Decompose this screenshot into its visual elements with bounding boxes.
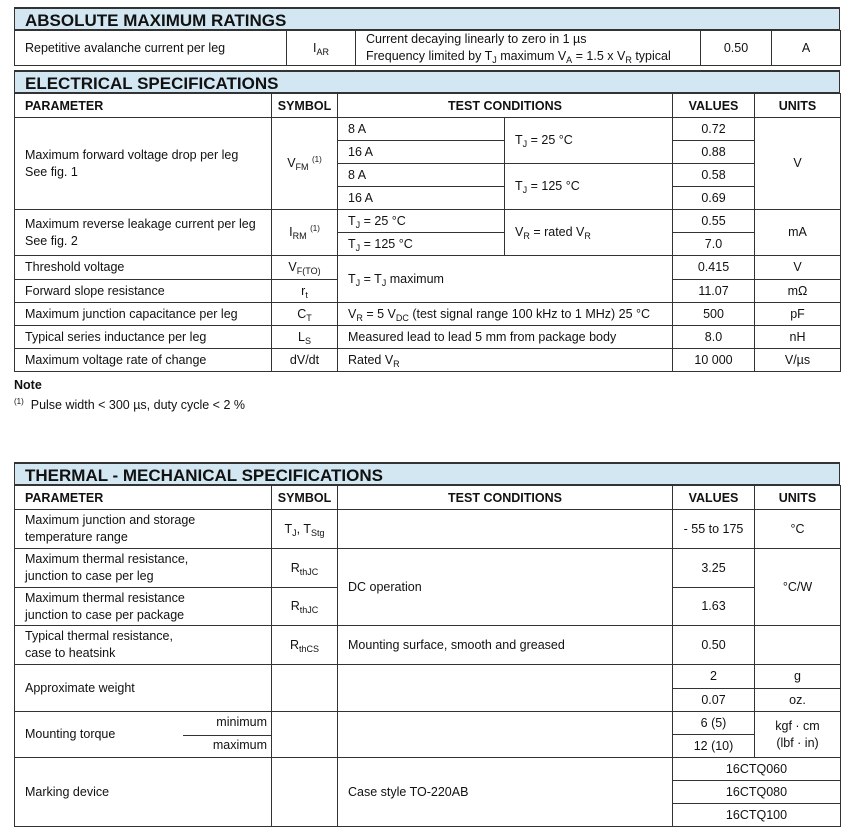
param-cell: Typical series inductance per leg [15,326,272,349]
unit-cell: g [755,665,841,689]
table-row [15,758,841,781]
symbol-cell [272,758,338,827]
condition-cell: 16 A [338,187,505,210]
electrical-specifications-section [14,70,840,372]
value-cell: 0.58 [673,164,755,187]
value-cell: 8.0 [673,326,755,349]
header-symbol: SYMBOL [272,486,338,510]
value-cell: 0.415 [673,256,755,280]
value-cell: 7.0 [673,233,755,256]
symbol-cell: $I_{AR}$ [287,31,356,66]
header-symbol: SYMBOL [272,94,338,118]
thermal-mechanical-section [14,462,840,827]
unit-cell: °C/W [755,549,841,626]
condition-cell: 8 A [338,118,505,141]
table-row [15,210,841,233]
symbol-cell: $r_t$ [272,280,338,303]
note-title: Note [14,378,42,392]
section-title: ABSOLUTE MAXIMUM RATINGS [14,7,840,30]
unit-cell: kgf · cm (lbf · in) [755,712,841,758]
condition-cell: $T_J = T_J$ maximum [338,256,673,303]
condition-cell: $V_R = 5$ $V_{DC}$ (test signal range 100 kHz to 1 MHz) 25 °C [338,303,673,326]
section-title: THERMAL - MECHANICAL SPECIFICATIONS [14,462,840,485]
value-cell: 0.50 [701,31,772,66]
value-cell: 16CTQ100 [673,804,841,827]
unit-cell: V/µs [755,349,841,372]
value-cell: 3.25 [673,549,755,588]
table-row [15,31,841,66]
value-cell: 0.69 [673,187,755,210]
value-cell: 2 [673,665,755,689]
header-parameter: PARAMETER [15,486,272,510]
table-row [15,712,841,735]
section-title: ELECTRICAL SPECIFICATIONS [14,70,840,93]
header-conditions: TEST CONDITIONS [338,486,673,510]
value-cell: 11.07 [673,280,755,303]
thermal-table [14,485,841,827]
param-cell: Repetitive avalanche current per leg [15,31,287,66]
value-cell: - 55 to 175 [673,510,755,549]
value-cell: 0.50 [673,626,755,665]
symbol-cell: $R_{thCS}$ [272,626,338,665]
table-row [15,349,841,372]
header-values: VALUES [673,486,755,510]
condition-cell: $T_J = 25$ °C [505,118,673,164]
condition-cell: Measured lead to lead 5 mm from package body [338,326,673,349]
condition-cell: DC operation [338,549,673,626]
unit-cell: mA [755,210,841,256]
symbol-cell [272,712,338,758]
value-cell: 0.07 [673,689,755,712]
condition-cell [338,510,673,549]
value-cell: 10 000 [673,349,755,372]
table-row [15,665,841,689]
value-cell: 500 [673,303,755,326]
symbol-cell [272,665,338,712]
param-cell: Typical thermal resistance, case to heatsink [15,626,272,665]
header-conditions: TEST CONDITIONS [338,94,673,118]
param-cell: Maximum forward voltage drop per leg See fig. 1 [15,118,272,210]
value-cell: 16CTQ060 [673,758,841,781]
param-cell: Forward slope resistance [15,280,272,303]
table-row [15,626,841,665]
header-values: VALUES [673,94,755,118]
param-cell: Maximum junction and storage temperature range [15,510,272,549]
condition-cell: Rated $V_R$ [338,349,673,372]
symbol-cell: dV/dt [272,349,338,372]
absolute-maximum-ratings-section [14,7,840,66]
value-cell: 0.72 [673,118,755,141]
condition-cell: $V_R$ = rated $V_R$ [505,210,673,256]
condition-cell: Case style TO-220AB [338,758,673,827]
condition-cell: $T_J = 25$ °C [338,210,505,233]
param-cell: Threshold voltage [15,256,272,280]
value-cell: 1.63 [673,588,755,626]
table-row [15,510,841,549]
param-cell: Marking device [15,758,272,827]
table-row [15,549,841,588]
unit-cell: V [755,118,841,210]
header-units: UNITS [755,486,841,510]
param-cell: Maximum junction capacitance per leg [15,303,272,326]
table-row [15,118,841,141]
param-cell: Maximum voltage rate of change [15,349,272,372]
value-cell: 0.88 [673,141,755,164]
symbol-cell: $T_J$, $T_{Stg}$ [272,510,338,549]
symbol-cell: $V_{F(TO)}$ [272,256,338,280]
value-cell: 6 (5) [673,712,755,735]
symbol-cell: $I_{RM}$ $^{(1)}$ [272,210,338,256]
param-cell: Maximum thermal resistance, junction to case per leg [15,549,272,588]
condition-cell: $T_J = 125$ °C [505,164,673,210]
condition-cell: 16 A [338,141,505,164]
unit-cell: °C [755,510,841,549]
unit-cell: nH [755,326,841,349]
condition-cell: Mounting surface, smooth and greased [338,626,673,665]
unit-cell: pF [755,303,841,326]
table-row [15,303,841,326]
symbol-cell: $V_{FM}$ $^{(1)}$ [272,118,338,210]
unit-cell: oz. [755,689,841,712]
condition-cell: $T_J = 125$ °C [338,233,505,256]
unit-cell: A [772,31,841,66]
value-cell: 0.55 [673,210,755,233]
footnote: $^{(1)}$ Pulse width < 300 µs, duty cycle < 2 % [14,396,245,412]
header-parameter: PARAMETER [15,94,272,118]
param-cell: Approximate weight [15,665,272,712]
condition-cell [338,665,673,712]
table-row [15,326,841,349]
condition-cell: 8 A [338,164,505,187]
symbol-cell: $C_T$ [272,303,338,326]
param-cell: Maximum reverse leakage current per leg See fig. 2 [15,210,272,256]
header-units: UNITS [755,94,841,118]
header-row [15,486,841,510]
param-cell: Mounting torque minimum maximum [15,712,272,758]
param-cell: Maximum thermal resistance junction to case per package [15,588,272,626]
unit-cell: V [755,256,841,280]
abs-max-table [14,30,841,66]
symbol-cell: $R_{thJC}$ [272,588,338,626]
value-cell: 12 (10) [673,735,755,758]
unit-cell: mΩ [755,280,841,303]
header-row [15,94,841,118]
unit-cell [755,626,841,665]
condition-cell [338,712,673,758]
conditions-cell: Current decaying linearly to zero in 1 µs Frequency limited by $T_J$ maximum $V_A = 1.5$ x $V_R$ typical [356,31,701,66]
electrical-table [14,93,841,372]
table-row [15,256,841,280]
symbol-cell: $L_S$ [272,326,338,349]
value-cell: 16CTQ080 [673,781,841,804]
symbol-cell: $R_{thJC}$ [272,549,338,588]
